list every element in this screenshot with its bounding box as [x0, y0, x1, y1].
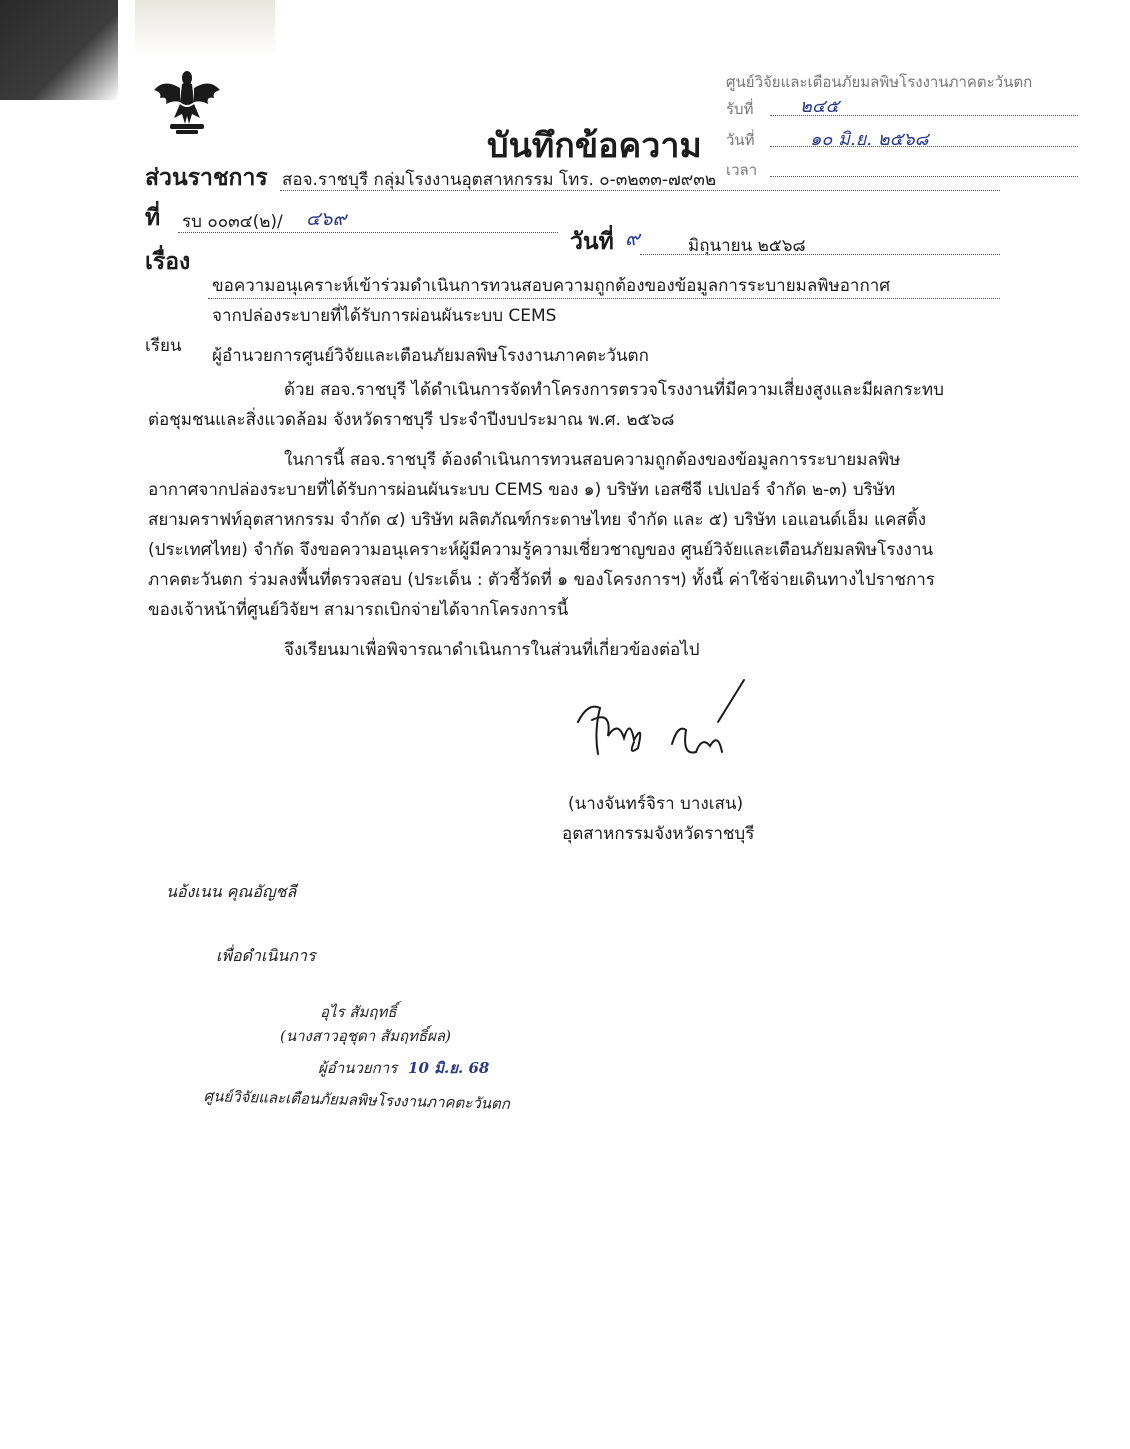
date-label: วันที่ [570, 229, 614, 255]
subject-label: เรื่อง [145, 249, 191, 275]
scan-shadow-strip [135, 0, 275, 55]
body-closing: จึงเรียนมาเพื่อพิจารณาดำเนินการในส่วนที่เกี่ยวข้องต่อไป [284, 640, 700, 660]
to-label: เรียน [145, 336, 182, 356]
annotation-position-prefix: ผู้อำนวยการ [318, 1059, 398, 1077]
memo-title: บันทึกข้อความ [487, 126, 702, 166]
stamp-date-value: ๑๐ มิ.ย. ๒๕๖๘ [810, 129, 929, 150]
dept-label: ส่วนราชการ [145, 165, 268, 191]
stamp-org: ศูนย์วิจัยและเตือนภัยมลพิษโรงงานภาคตะวันตก [726, 73, 1033, 91]
ref-dots [178, 232, 558, 233]
stamp-date-label: วันที่ [726, 131, 755, 149]
date-day-handwritten: ๙ [625, 226, 640, 250]
stamp-time-label: เวลา [726, 161, 758, 179]
annotation-line-1: นอ้งเนน คุณอัญชลี [166, 882, 297, 901]
dept-value: สอจ.ราชบุรี กลุ่มโรงงานอุตสาหกรรม โทร. ๐-๓๒๓๓-๗๙๓๒ [282, 170, 717, 190]
body-p1-line-1: ด้วย สอจ.ราชบุรี ได้ดำเนินการจัดทำโครงการตรวจโรงงานที่มีความเสี่ยงสูงและมีผลกระทบ [284, 380, 944, 400]
signer-name: (นางจันทร์จิรา บางเสน) [568, 794, 744, 814]
body-p1-line-2: ต่อชุมชนและสิ่งแวดล้อม จังหวัดราชบุรี ประจำปีงบประมาณ พ.ศ. ๒๕๖๘ [148, 410, 675, 430]
stamp-no-value: ๒๔๕ [800, 96, 840, 117]
subject-line-1: ขอความอนุเคราะห์เข้าร่วมดำเนินการทวนสอบความถูกต้องของข้อมูลการระบายมลพิษอากาศ [212, 276, 891, 296]
body-p2-line-5: ภาคตะวันตก ร่วมลงพื้นที่ตรวจสอบ (ประเด็น : ตัวชี้วัดที่ ๑ ของโครงการฯ) ทั้งนี้ ค่าใช้จ่ายเดินทางไปราชการ [148, 570, 935, 590]
body-p2-line-2: อากาศจากปล่องระบายที่ได้รับการผ่อนผันระบบ CEMS ของ ๑) บริษัท เอสซีจี เปเปอร์ จำกัด ๒-๓) บริษัท [148, 480, 896, 500]
subject-dots-1 [208, 298, 1000, 299]
body-p2-line-6: ของเจ้าหน้าที่ศูนย์วิจัยฯ สามารถเบิกจ่ายได้จากโครงการนี้ [148, 600, 569, 620]
dept-dots [280, 190, 1000, 191]
annotation-line-2: เพื่อดำเนินการ [216, 946, 316, 965]
annotation-signature: อุไร สัมฤทธิ์ [320, 1003, 397, 1021]
stamp-no-label: รับที่ [726, 100, 754, 118]
annotation-position [318, 1056, 489, 1080]
date-rest: มิถุนายน ๒๕๖๘ [688, 236, 806, 256]
signer-position: อุตสาหกรรมจังหวัดราชบุรี [562, 824, 755, 844]
date-dots [640, 254, 1000, 255]
body-p2-line-1: ในการนี้ สอจ.ราชบุรี ต้องดำเนินการทวนสอบความถูกต้องของข้อมูลการระบายมลพิษ [284, 450, 901, 470]
ref-label: ที่ [145, 205, 161, 231]
ref-value: รบ ๐๐๓๔(๒)/ [182, 212, 283, 232]
subject-line-2: จากปล่องระบายที่ได้รับการผ่อนผันระบบ CEMS [212, 306, 557, 326]
annotation-name: (นางสาวอุชุดา สัมฤทธิ์ผล) [280, 1027, 451, 1045]
annotation-date: 10 มิ.ย. 68 [408, 1059, 490, 1077]
annotation-org: ศูนย์วิจัยและเตือนภัยมลพิษโรงงานภาคตะวันตก [203, 1086, 511, 1114]
to-value: ผู้อำนวยการศูนย์วิจัยและเตือนภัยมลพิษโรงงานภาคตะวันตก [212, 346, 649, 366]
garuda-emblem-icon [152, 68, 222, 136]
ref-handwritten: ๔๖๙ [306, 208, 347, 230]
signature-icon [568, 672, 758, 782]
body-p2-line-4: (ประเทศไทย) จำกัด จึงขอความอนุเคราะห์ผู้มีความรู้ความเชี่ยวชาญของ ศูนย์วิจัยและเตือนภัยมลพิษโรงงาน [148, 540, 934, 560]
stamp-time-dots [770, 176, 1078, 177]
scan-shadow-corner [0, 0, 118, 100]
body-p2-line-3: สยามคราฟท์อุตสาหกรรม จำกัด ๔) บริษัท ผลิตภัณฑ์กระดาษไทย จำกัด และ ๕) บริษัท เอแอนด์เอ็ม แคสติ้ง [148, 510, 927, 530]
